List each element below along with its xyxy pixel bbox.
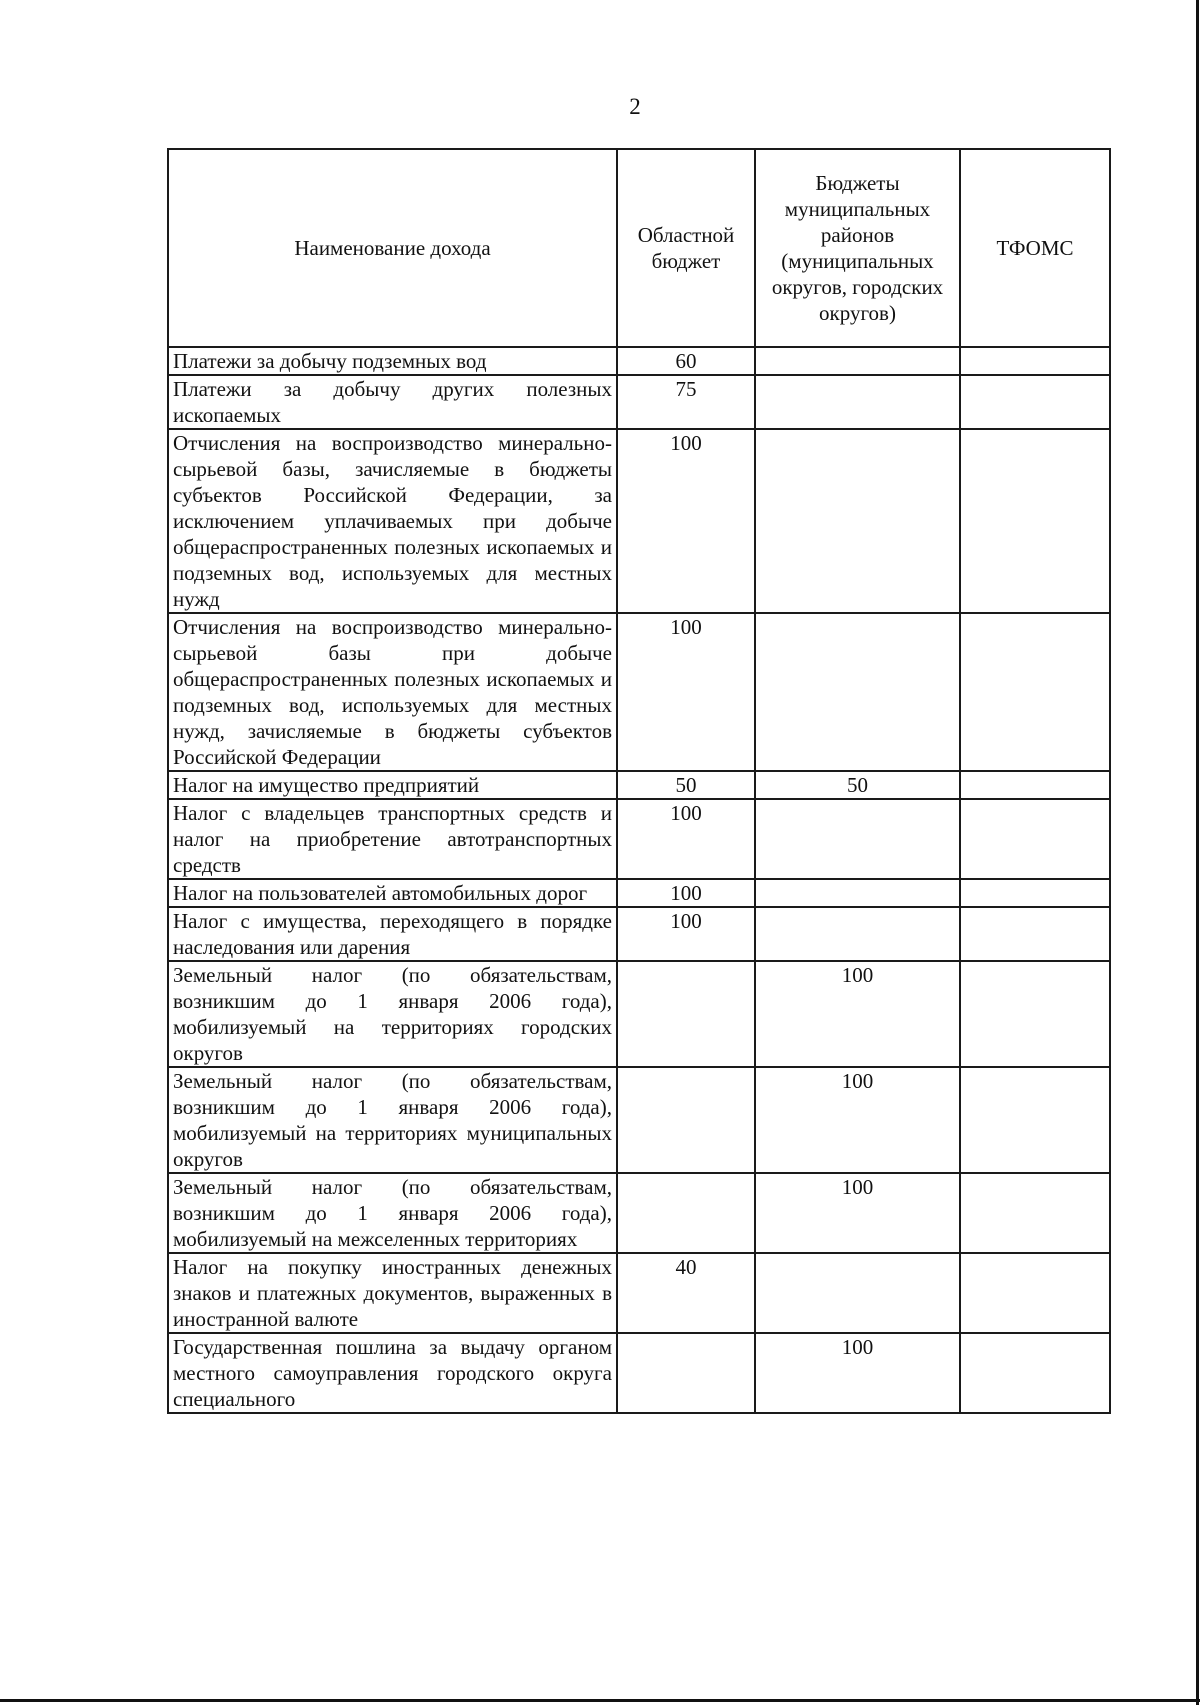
municipal-share <box>755 429 960 613</box>
income-name: Государственная пошлина за выдачу органом местного самоуправления городского округа специального <box>168 1333 617 1413</box>
page-number: 2 <box>629 94 641 119</box>
table-row <box>168 1333 1110 1413</box>
municipal-share <box>755 907 960 961</box>
regional-share: 100 <box>617 879 755 907</box>
tfoms-share <box>960 347 1110 375</box>
income-name: Налог на имущество предприятий <box>168 771 617 799</box>
income-name: Налог с владельцев транспортных средств и налог на приобретение автотранспортных средств <box>168 799 617 879</box>
regional-share: 100 <box>617 907 755 961</box>
income-name: Налог с имущества, переходящего в порядке наследования или дарения <box>168 907 617 961</box>
regional-share: 100 <box>617 429 755 613</box>
scan-right-edge-line <box>1196 0 1199 1705</box>
municipal-share: 50 <box>755 771 960 799</box>
municipal-share: 100 <box>755 1333 960 1413</box>
table-row <box>168 799 1110 879</box>
municipal-share: 100 <box>755 961 960 1067</box>
regional-share: 100 <box>617 613 755 771</box>
regional-share: 40 <box>617 1253 755 1333</box>
header-regional-budget: Областной бюджет <box>617 149 755 347</box>
income-name: Земельный налог (по обязательствам, возникшим до 1 января 2006 года), мобилизуемый на территориях городских округов <box>168 961 617 1067</box>
table-header-row <box>168 149 1110 347</box>
income-name: Отчисления на воспроизводство минерально-сырьевой базы, зачисляемые в бюджеты субъектов Российской Федерации, за исключением уплачиваемых при добыче общераспространенных полезных ископаемых и подземных вод, используемых для местных нужд <box>168 429 617 613</box>
table-row <box>168 429 1110 613</box>
regional-share <box>617 1333 755 1413</box>
header-income-name: Наименование дохода <box>168 149 617 347</box>
tfoms-share <box>960 1253 1110 1333</box>
table-row <box>168 907 1110 961</box>
regional-share: 60 <box>617 347 755 375</box>
table-row <box>168 613 1110 771</box>
municipal-share: 100 <box>755 1067 960 1173</box>
header-municipal-budgets: Бюджеты муниципальных районов (муниципальных округов, городских округов) <box>755 149 960 347</box>
tfoms-share <box>960 879 1110 907</box>
table-row <box>168 771 1110 799</box>
municipal-share <box>755 799 960 879</box>
tfoms-share <box>960 771 1110 799</box>
tfoms-share <box>960 799 1110 879</box>
income-name: Платежи за добычу других полезных ископаемых <box>168 375 617 429</box>
table-row <box>168 961 1110 1067</box>
municipal-share <box>755 347 960 375</box>
table-row <box>168 1173 1110 1253</box>
table-row <box>168 347 1110 375</box>
table-row <box>168 1067 1110 1173</box>
tfoms-share <box>960 961 1110 1067</box>
municipal-share <box>755 613 960 771</box>
scan-bottom-edge-line <box>0 1699 1200 1702</box>
income-distribution-table <box>167 148 1111 1414</box>
income-name: Земельный налог (по обязательствам, возникшим до 1 января 2006 года), мобилизуемый на территориях муниципальных округов <box>168 1067 617 1173</box>
tfoms-share <box>960 907 1110 961</box>
municipal-share <box>755 1253 960 1333</box>
header-tfoms: ТФОМС <box>960 149 1110 347</box>
tfoms-share <box>960 429 1110 613</box>
income-name: Налог на покупку иностранных денежных знаков и платежных документов, выраженных в иностранной валюте <box>168 1253 617 1333</box>
regional-share <box>617 1067 755 1173</box>
income-name: Земельный налог (по обязательствам, возникшим до 1 января 2006 года), мобилизуемый на межселенных территориях <box>168 1173 617 1253</box>
regional-share <box>617 1173 755 1253</box>
table-row <box>168 375 1110 429</box>
municipal-share <box>755 879 960 907</box>
regional-share: 75 <box>617 375 755 429</box>
tfoms-share <box>960 1067 1110 1173</box>
income-name: Налог на пользователей автомобильных дорог <box>168 879 617 907</box>
tfoms-share <box>960 1333 1110 1413</box>
table-row <box>168 879 1110 907</box>
regional-share: 50 <box>617 771 755 799</box>
municipal-share: 100 <box>755 1173 960 1253</box>
tfoms-share <box>960 613 1110 771</box>
tfoms-share <box>960 1173 1110 1253</box>
regional-share <box>617 961 755 1067</box>
tfoms-share <box>960 375 1110 429</box>
table-row <box>168 1253 1110 1333</box>
municipal-share <box>755 375 960 429</box>
income-name: Платежи за добычу подземных вод <box>168 347 617 375</box>
regional-share: 100 <box>617 799 755 879</box>
income-name: Отчисления на воспроизводство минерально-сырьевой базы при добыче общераспространенных полезных ископаемых и подземных вод, используемых для местных нужд, зачисляемые в бюджеты субъектов Российской Федерации <box>168 613 617 771</box>
